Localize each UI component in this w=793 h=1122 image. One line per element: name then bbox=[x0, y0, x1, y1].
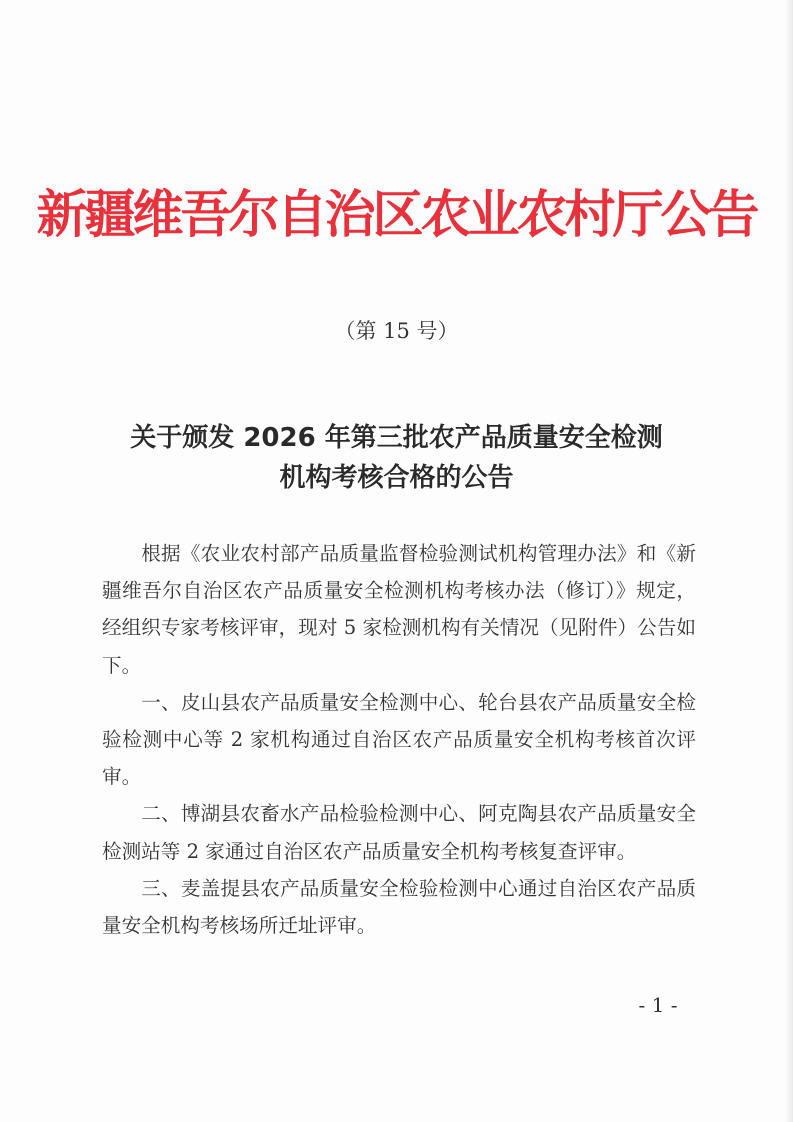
body-paragraph-item-1: 一、皮山县农产品质量安全检测中心、轮台县农产品质量安全检验检测中心等 2 家机构通过自治区农产品质量安全机构考核首次评审。 bbox=[102, 690, 696, 789]
agency-announcement-header: 新疆维吾尔自治区农业农村厅公告 bbox=[36, 186, 757, 245]
document-number: （第 15 号） bbox=[334, 319, 459, 343]
announcement-body bbox=[102, 535, 696, 944]
body-paragraph-intro: 根据《农业农村部产品质量监督检验测试机构管理办法》和《新疆维吾尔自治区农产品质量安全检测机构考核办法（修订）》规定，经组织专家考核评审，现对 5 家检测机构有关情况（见附件）公告如下。 bbox=[102, 542, 696, 677]
title-line-1: 关于颁发 2026 年第三批农产品质量安全检测 bbox=[130, 423, 663, 453]
body-paragraph-item-2: 二、博湖县农畜水产品检验检测中心、阿克陶县农产品质量安全检测站等 2 家通过自治区农产品质量安全机构考核复查评审。 bbox=[102, 802, 696, 863]
title-line-2: 机构考核合格的公告 bbox=[279, 463, 514, 493]
body-paragraph-item-3: 三、麦盖提县农产品质量安全检验检测中心通过自治区农产品质量安全机构考核场所迁址评审。 bbox=[102, 876, 696, 938]
page-number: - 1 - bbox=[638, 993, 678, 1017]
announcement-title bbox=[60, 418, 733, 498]
scan-edge-shadow bbox=[785, 0, 793, 1122]
